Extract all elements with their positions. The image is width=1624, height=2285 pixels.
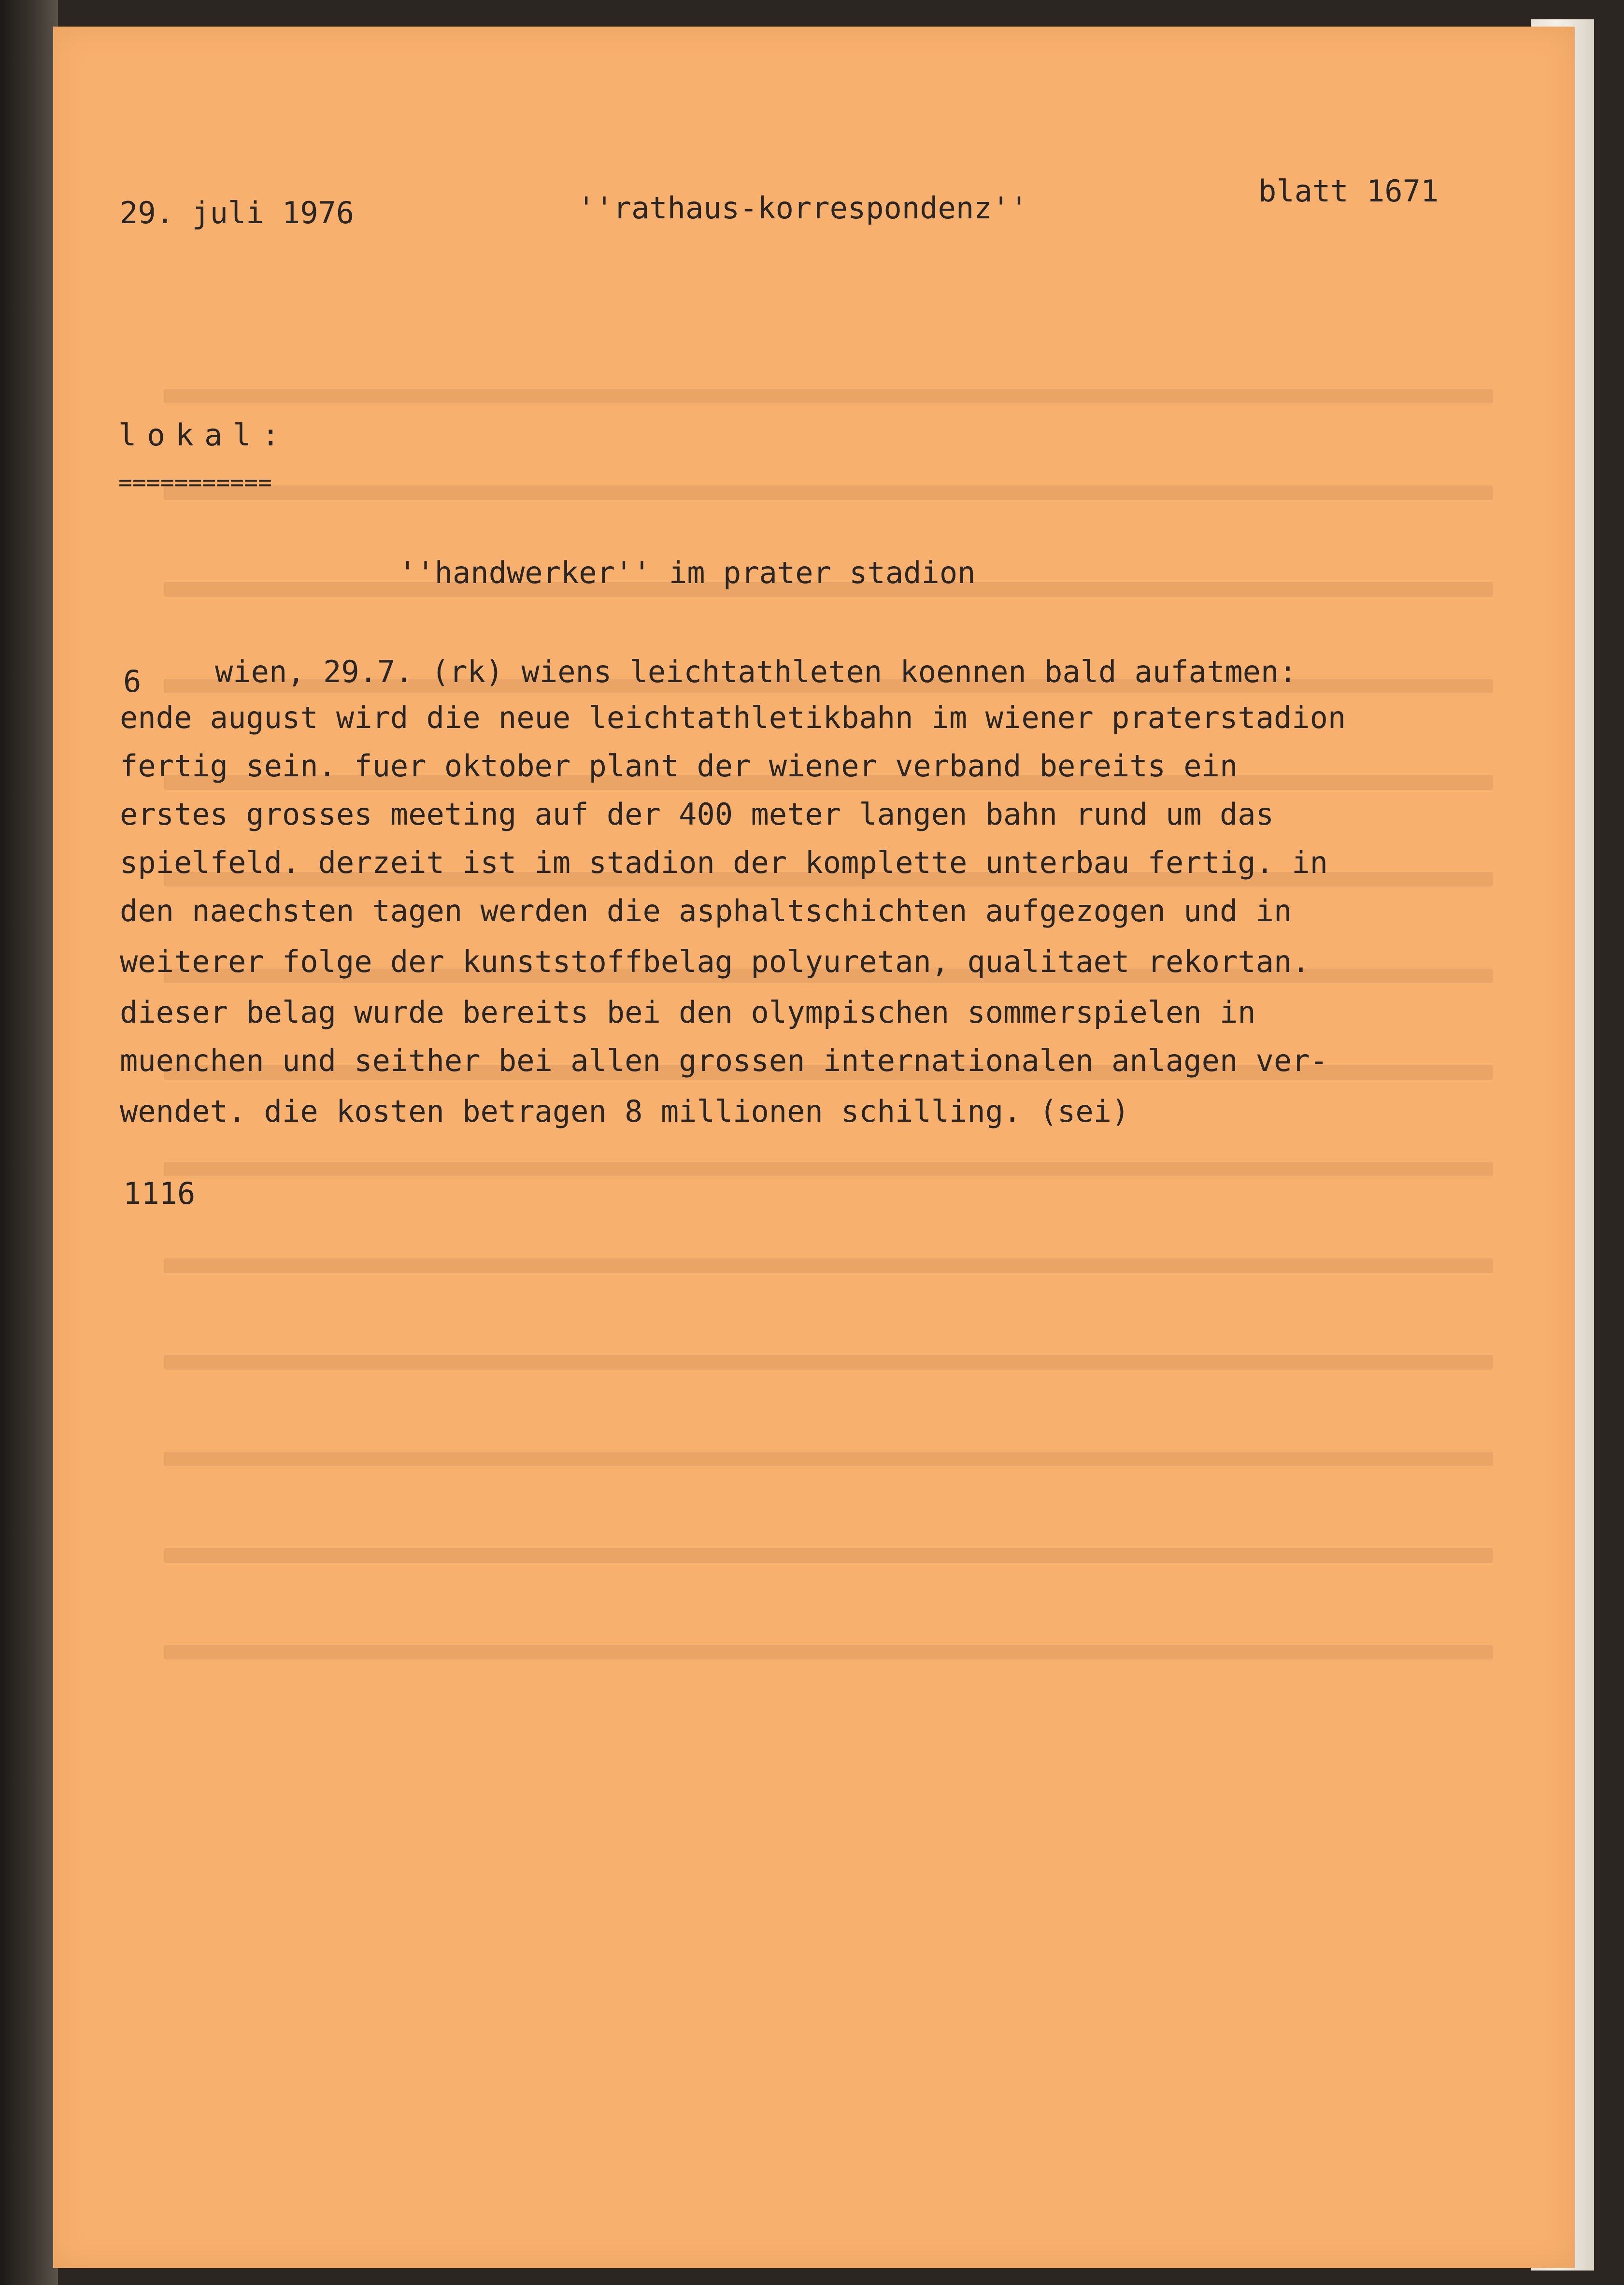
article-line: wendet. die kosten betragen 8 millionen schilling. (sei) xyxy=(120,1094,1130,1129)
article-line: dieser belag wurde bereits bei den olympischen sommerspielen in xyxy=(120,995,1256,1030)
article-line: spielfeld. derzeit ist im stadion der komplette unterbau fertig. in xyxy=(120,845,1328,880)
document-page xyxy=(53,27,1575,2268)
section-label: lokal: xyxy=(118,417,290,453)
footer-code: 1116 xyxy=(123,1176,196,1211)
article-line: weiterer folge der kunststoffbelag polyuretan, qualitaet rekortan. xyxy=(120,944,1310,979)
article-line: fertig sein. fuer oktober plant der wiener verband bereits ein xyxy=(120,748,1238,784)
article-headline: ''handwerker'' im prater stadion xyxy=(399,555,976,590)
article-line: muenchen und seither bei allen grossen internationalen anlagen ver- xyxy=(120,1043,1328,1078)
article-line: ende august wird die neue leichtathletikbahn im wiener praterstadion xyxy=(120,700,1346,735)
book-binding xyxy=(0,0,58,2285)
header-source: ''rathaus-korrespondenz'' xyxy=(577,190,1028,226)
article-line: wien, 29.7. (rk) wiens leichtathleten koennen bald aufatmen: xyxy=(215,654,1297,689)
article-line: erstes grosses meeting auf der 400 meter langen bahn rund um das xyxy=(120,797,1274,832)
section-underline: =========== xyxy=(118,469,272,496)
article-number: 6 xyxy=(123,664,142,699)
article-line: den naechsten tagen werden die asphaltschichten aufgezogen und in xyxy=(120,893,1292,928)
header-sheet-number: blatt 1671 xyxy=(1258,173,1439,209)
header-date: 29. juli 1976 xyxy=(120,195,355,230)
